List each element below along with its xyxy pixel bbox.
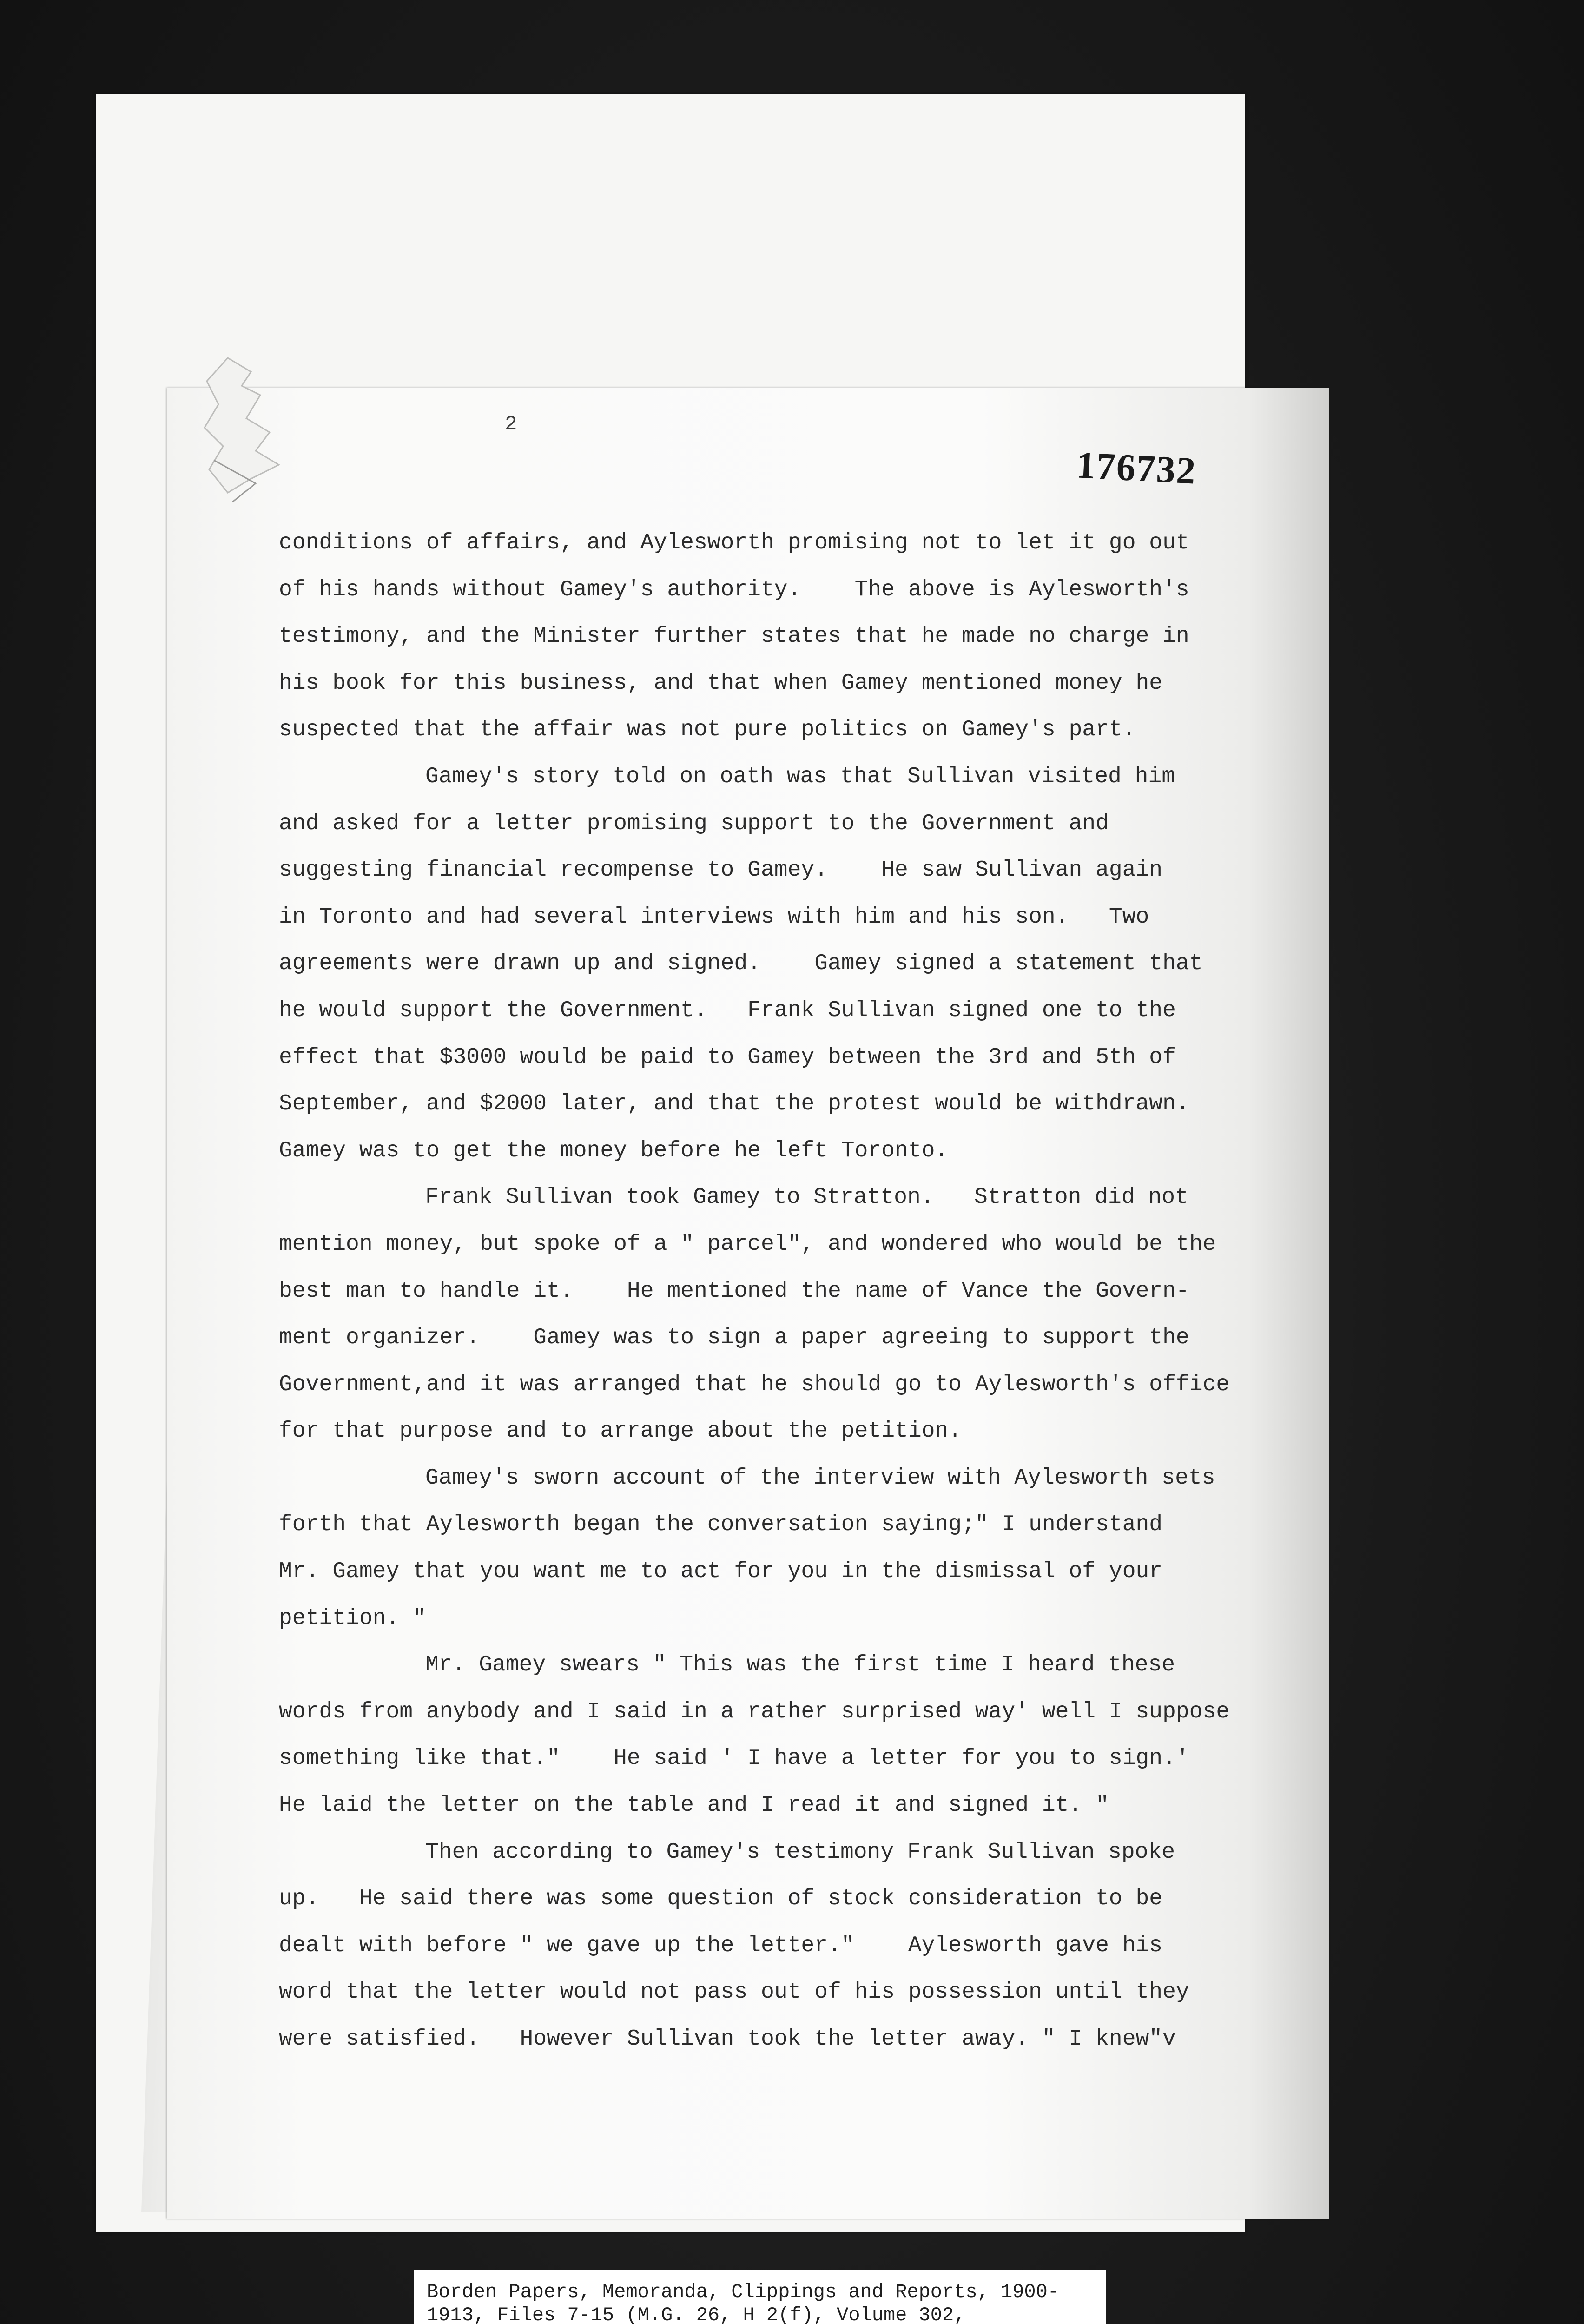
typed-line: best man to handle it. He mentioned the name of Vance the Govern- xyxy=(279,1278,1189,1304)
document-stamp-number: 176732 xyxy=(1075,443,1198,492)
typed-line: word that the letter would not pass out of his possession until they xyxy=(279,1980,1189,2005)
typed-line: words from anybody and I said in a rather surprised way' well I suppose xyxy=(279,1699,1230,1724)
typed-body-text xyxy=(279,520,1264,2063)
typed-line: Gamey's story told on oath was that Sullivan visited him xyxy=(425,764,1175,789)
typed-line: he would support the Government. Frank Sullivan signed one to the xyxy=(279,997,1176,1023)
typed-line: agreements were drawn up and signed. Gamey signed a statement that xyxy=(279,951,1203,977)
typed-line: in Toronto and had several interviews with him and his son. Two xyxy=(279,904,1149,930)
typed-line: dealt with before " we gave up the letter." Aylesworth gave his xyxy=(279,1933,1163,1958)
typed-line: suggesting financial recompense to Gamey. He saw Sullivan again xyxy=(279,858,1163,883)
typed-line: forth that Aylesworth began the conversation saying;" I understand xyxy=(279,1512,1163,1538)
typed-line: testimony, and the Minister further states that he made no charge in xyxy=(279,624,1189,649)
typed-line: his book for this business, and that when Gamey mentioned money he xyxy=(279,670,1163,696)
typed-line: and asked for a letter promising support to the Government and xyxy=(279,811,1109,836)
typed-line: Government,and it was arranged that he should go to Aylesworth's office xyxy=(279,1372,1230,1397)
typed-line: Mr. Gamey that you want me to act for you in the dismissal of your xyxy=(279,1559,1163,1585)
torn-corner-icon xyxy=(200,353,307,507)
typed-line: of his hands without Gamey's authority. The above is Aylesworth's xyxy=(279,577,1189,602)
typed-line: effect that $3000 would be paid to Gamey between the 3rd and 5th of xyxy=(279,1044,1176,1070)
page-number: 2 xyxy=(505,413,517,436)
typed-line: conditions of affairs, and Aylesworth promising not to let it go out xyxy=(279,530,1189,555)
typed-line: were satisfied. However Sullivan took the letter away. " I knew"v xyxy=(279,2027,1176,2052)
citation-label xyxy=(414,2270,1106,2324)
typed-line: He laid the letter on the table and I read it and signed it. " xyxy=(279,1793,1109,1818)
typed-line: something like that." He said ' I have a letter for you to sign.' xyxy=(279,1746,1189,1771)
typed-line: Frank Sullivan took Gamey to Stratton. Stratton did not xyxy=(425,1185,1188,1210)
typed-line: suspected that the affair was not pure politics on Gamey's part. xyxy=(279,717,1136,743)
citation-line: Borden Papers, Memoranda, Clippings and Reports, 1900- xyxy=(427,2281,1060,2303)
typed-line: Gamey was to get the money before he left Toronto. xyxy=(279,1138,949,1163)
typed-line: Gamey's sworn account of the interview with Aylesworth sets xyxy=(425,1465,1215,1491)
typed-line: September, and $2000 later, and that the protest would be withdrawn. xyxy=(279,1091,1189,1117)
typed-line: up. He said there was some question of stock consideration to be xyxy=(279,1886,1163,1912)
typed-line: mention money, but spoke of a " parcel", and wondered who would be the xyxy=(279,1231,1216,1257)
citation-line: 1913, Files 7-15 (M.G. 26, H 2(f), Volume 302, xyxy=(427,2304,966,2324)
typed-line: petition. " xyxy=(279,1605,426,1631)
typed-line: Mr. Gamey swears " This was the first time I heard these xyxy=(425,1652,1175,1678)
typed-line: ment organizer. Gamey was to sign a paper agreeing to support the xyxy=(279,1325,1189,1351)
typed-line: for that purpose and to arrange about the petition. xyxy=(279,1419,962,1444)
typed-line: Then according to Gamey's testimony Frank Sullivan spoke xyxy=(425,1839,1175,1865)
